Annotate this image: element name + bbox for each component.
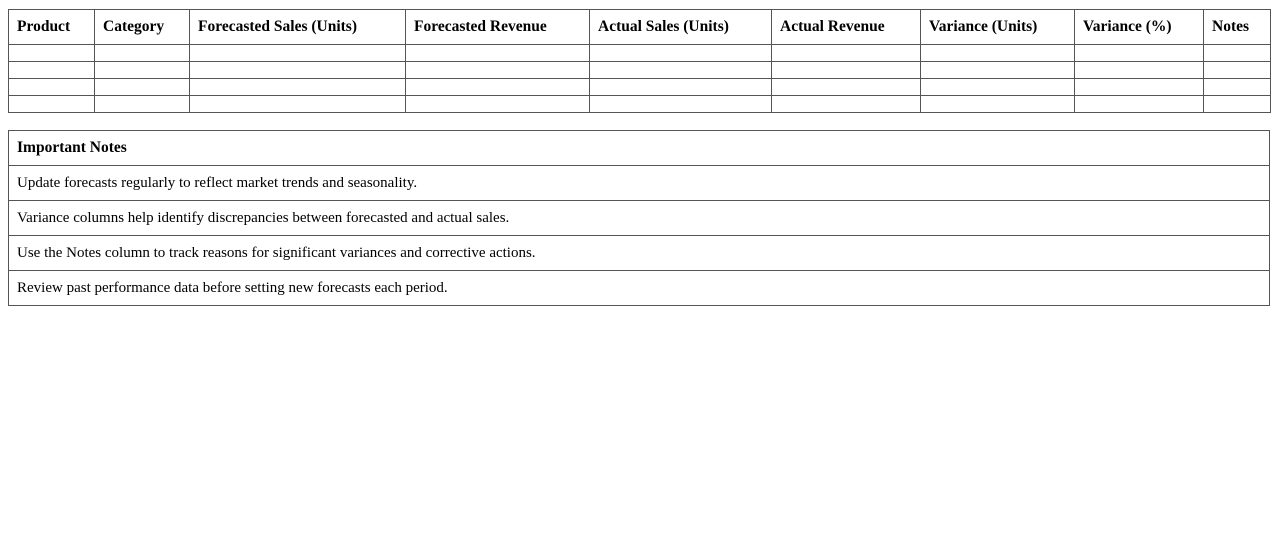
- cell-variance-units[interactable]: [921, 45, 1075, 62]
- cell-notes[interactable]: [1204, 79, 1271, 96]
- note-row: [9, 201, 1270, 236]
- cell-forecasted-sales[interactable]: [190, 96, 406, 113]
- cell-variance-percent[interactable]: [1075, 79, 1204, 96]
- header-actual-sales: Actual Sales (Units): [590, 10, 772, 45]
- header-forecasted-revenue: Forecasted Revenue: [406, 10, 590, 45]
- cell-actual-sales[interactable]: [590, 45, 772, 62]
- cell-notes[interactable]: [1204, 45, 1271, 62]
- cell-category[interactable]: [95, 79, 190, 96]
- note-text: Use the Notes column to track reasons for significant variances and corrective actions.: [9, 236, 1270, 271]
- cell-variance-units[interactable]: [921, 79, 1075, 96]
- forecast-table-body: [9, 45, 1271, 113]
- cell-variance-percent[interactable]: [1075, 62, 1204, 79]
- cell-category[interactable]: [95, 96, 190, 113]
- header-product: Product: [9, 10, 95, 45]
- forecast-table: [8, 9, 1271, 113]
- cell-variance-units[interactable]: [921, 62, 1075, 79]
- header-variance-units: Variance (Units): [921, 10, 1075, 45]
- cell-actual-sales[interactable]: [590, 62, 772, 79]
- note-text: Variance columns help identify discrepancies between forecasted and actual sales.: [9, 201, 1270, 236]
- cell-product[interactable]: [9, 45, 95, 62]
- cell-actual-revenue[interactable]: [772, 79, 921, 96]
- cell-variance-percent[interactable]: [1075, 96, 1204, 113]
- cell-actual-revenue[interactable]: [772, 96, 921, 113]
- cell-product[interactable]: [9, 79, 95, 96]
- header-category: Category: [95, 10, 190, 45]
- cell-forecasted-sales[interactable]: [190, 62, 406, 79]
- cell-actual-revenue[interactable]: [772, 62, 921, 79]
- cell-category[interactable]: [95, 45, 190, 62]
- note-row: [9, 236, 1270, 271]
- cell-product[interactable]: [9, 96, 95, 113]
- table-row: [9, 62, 1271, 79]
- header-variance-percent: Variance (%): [1075, 10, 1204, 45]
- note-row: [9, 271, 1270, 306]
- cell-actual-revenue[interactable]: [772, 45, 921, 62]
- cell-notes[interactable]: [1204, 62, 1271, 79]
- cell-actual-sales[interactable]: [590, 79, 772, 96]
- cell-variance-percent[interactable]: [1075, 45, 1204, 62]
- cell-forecasted-revenue[interactable]: [406, 62, 590, 79]
- cell-forecasted-revenue[interactable]: [406, 45, 590, 62]
- table-row: [9, 79, 1271, 96]
- cell-forecasted-revenue[interactable]: [406, 96, 590, 113]
- note-text: Review past performance data before setting new forecasts each period.: [9, 271, 1270, 306]
- header-actual-revenue: Actual Revenue: [772, 10, 921, 45]
- cell-forecasted-revenue[interactable]: [406, 79, 590, 96]
- notes-table: [8, 130, 1270, 306]
- header-forecasted-sales: Forecasted Sales (Units): [190, 10, 406, 45]
- header-row: [9, 10, 1271, 45]
- cell-variance-units[interactable]: [921, 96, 1075, 113]
- cell-category[interactable]: [95, 62, 190, 79]
- notes-header-row: [9, 131, 1270, 166]
- header-notes: Notes: [1204, 10, 1271, 45]
- cell-notes[interactable]: [1204, 96, 1271, 113]
- forecast-table-header: [9, 10, 1271, 45]
- note-text: Update forecasts regularly to reflect market trends and seasonality.: [9, 166, 1270, 201]
- table-row: [9, 96, 1271, 113]
- cell-forecasted-sales[interactable]: [190, 45, 406, 62]
- notes-title: Important Notes: [9, 131, 1270, 166]
- table-row: [9, 45, 1271, 62]
- note-row: [9, 166, 1270, 201]
- cell-forecasted-sales[interactable]: [190, 79, 406, 96]
- cell-product[interactable]: [9, 62, 95, 79]
- cell-actual-sales[interactable]: [590, 96, 772, 113]
